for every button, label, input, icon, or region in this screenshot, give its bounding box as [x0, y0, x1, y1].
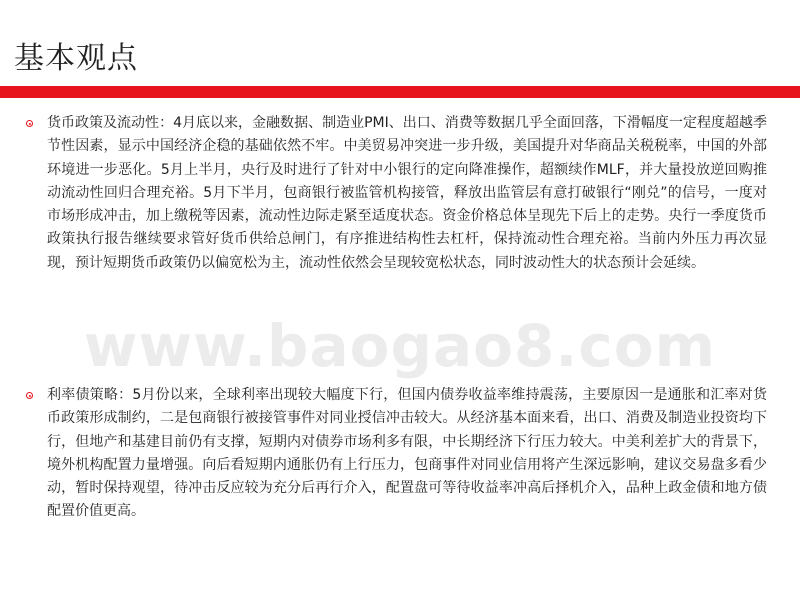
paragraph-rate-bond-strategy: 利率债策略：5月份以来，全球利率出现较大幅度下行，但国内债券收益率维持震荡，主要原因一是通胀和汇率对货币政策形成制约，二是包商银行被接管事件对同业授信冲击较大。从经济基本面来看，出口、消费及制造业投资均下行，但地产和基建目前仍有支撑，短期内对债券市场利多有限，中长期经济下行压力较大。中美利差扩大的背景下，境外机构配置力量增强。向后看短期内通胀仍有上行压力，包商事件对同业信用将产生深远影响，建议交易盘多看少动，暂时保持观望，待冲击反应较为充分后再行介入，配置盘可等待收益率冲高后择机介入，品种上政金债和地方债配置价值更高。 — [47, 387, 767, 520]
circle-bullet-icon — [26, 120, 33, 127]
circle-bullet-icon — [26, 392, 33, 399]
paragraph-monetary-policy: 货币政策及流动性：4月底以来，金融数据、制造业PMI、出口、消费等数据几乎全面回落，下滑幅度一定程度超越季节性因素，显示中国经济企稳的基础依然不牢。中美贸易冲突进一步升级，美国提升对华商品关税税率，中国的外部环境进一步恶化。5月上半月，央行及时进行了针对中小银行的定向降准操作，超额续作MLF，并大量投放逆回购推动流动性回归合理充裕。5月下半月，包商银行被监管机构接管，释放出监管层有意打破银行“刚兑”的信号，一度对市场形成冲击，加上缴税等因素，流动性边际走紧至适度状态。资金价格总体呈现先下后上的走势。央行一季度货币政策执行报告继续要求管好货币供给总闸门，有序推进结构性去杠杆，保持流动性合理充裕。当前内外压力再次显现，预计短期货币政策仍以偏宽松为主，流动性依然会呈现较宽松状态，同时波动性大的状态预计会延续。 — [47, 115, 767, 271]
slide-title: 基本观点 — [14, 41, 138, 76]
watermark-text: www.baogao8.com — [83, 312, 717, 380]
title-underline-bar — [0, 86, 800, 98]
